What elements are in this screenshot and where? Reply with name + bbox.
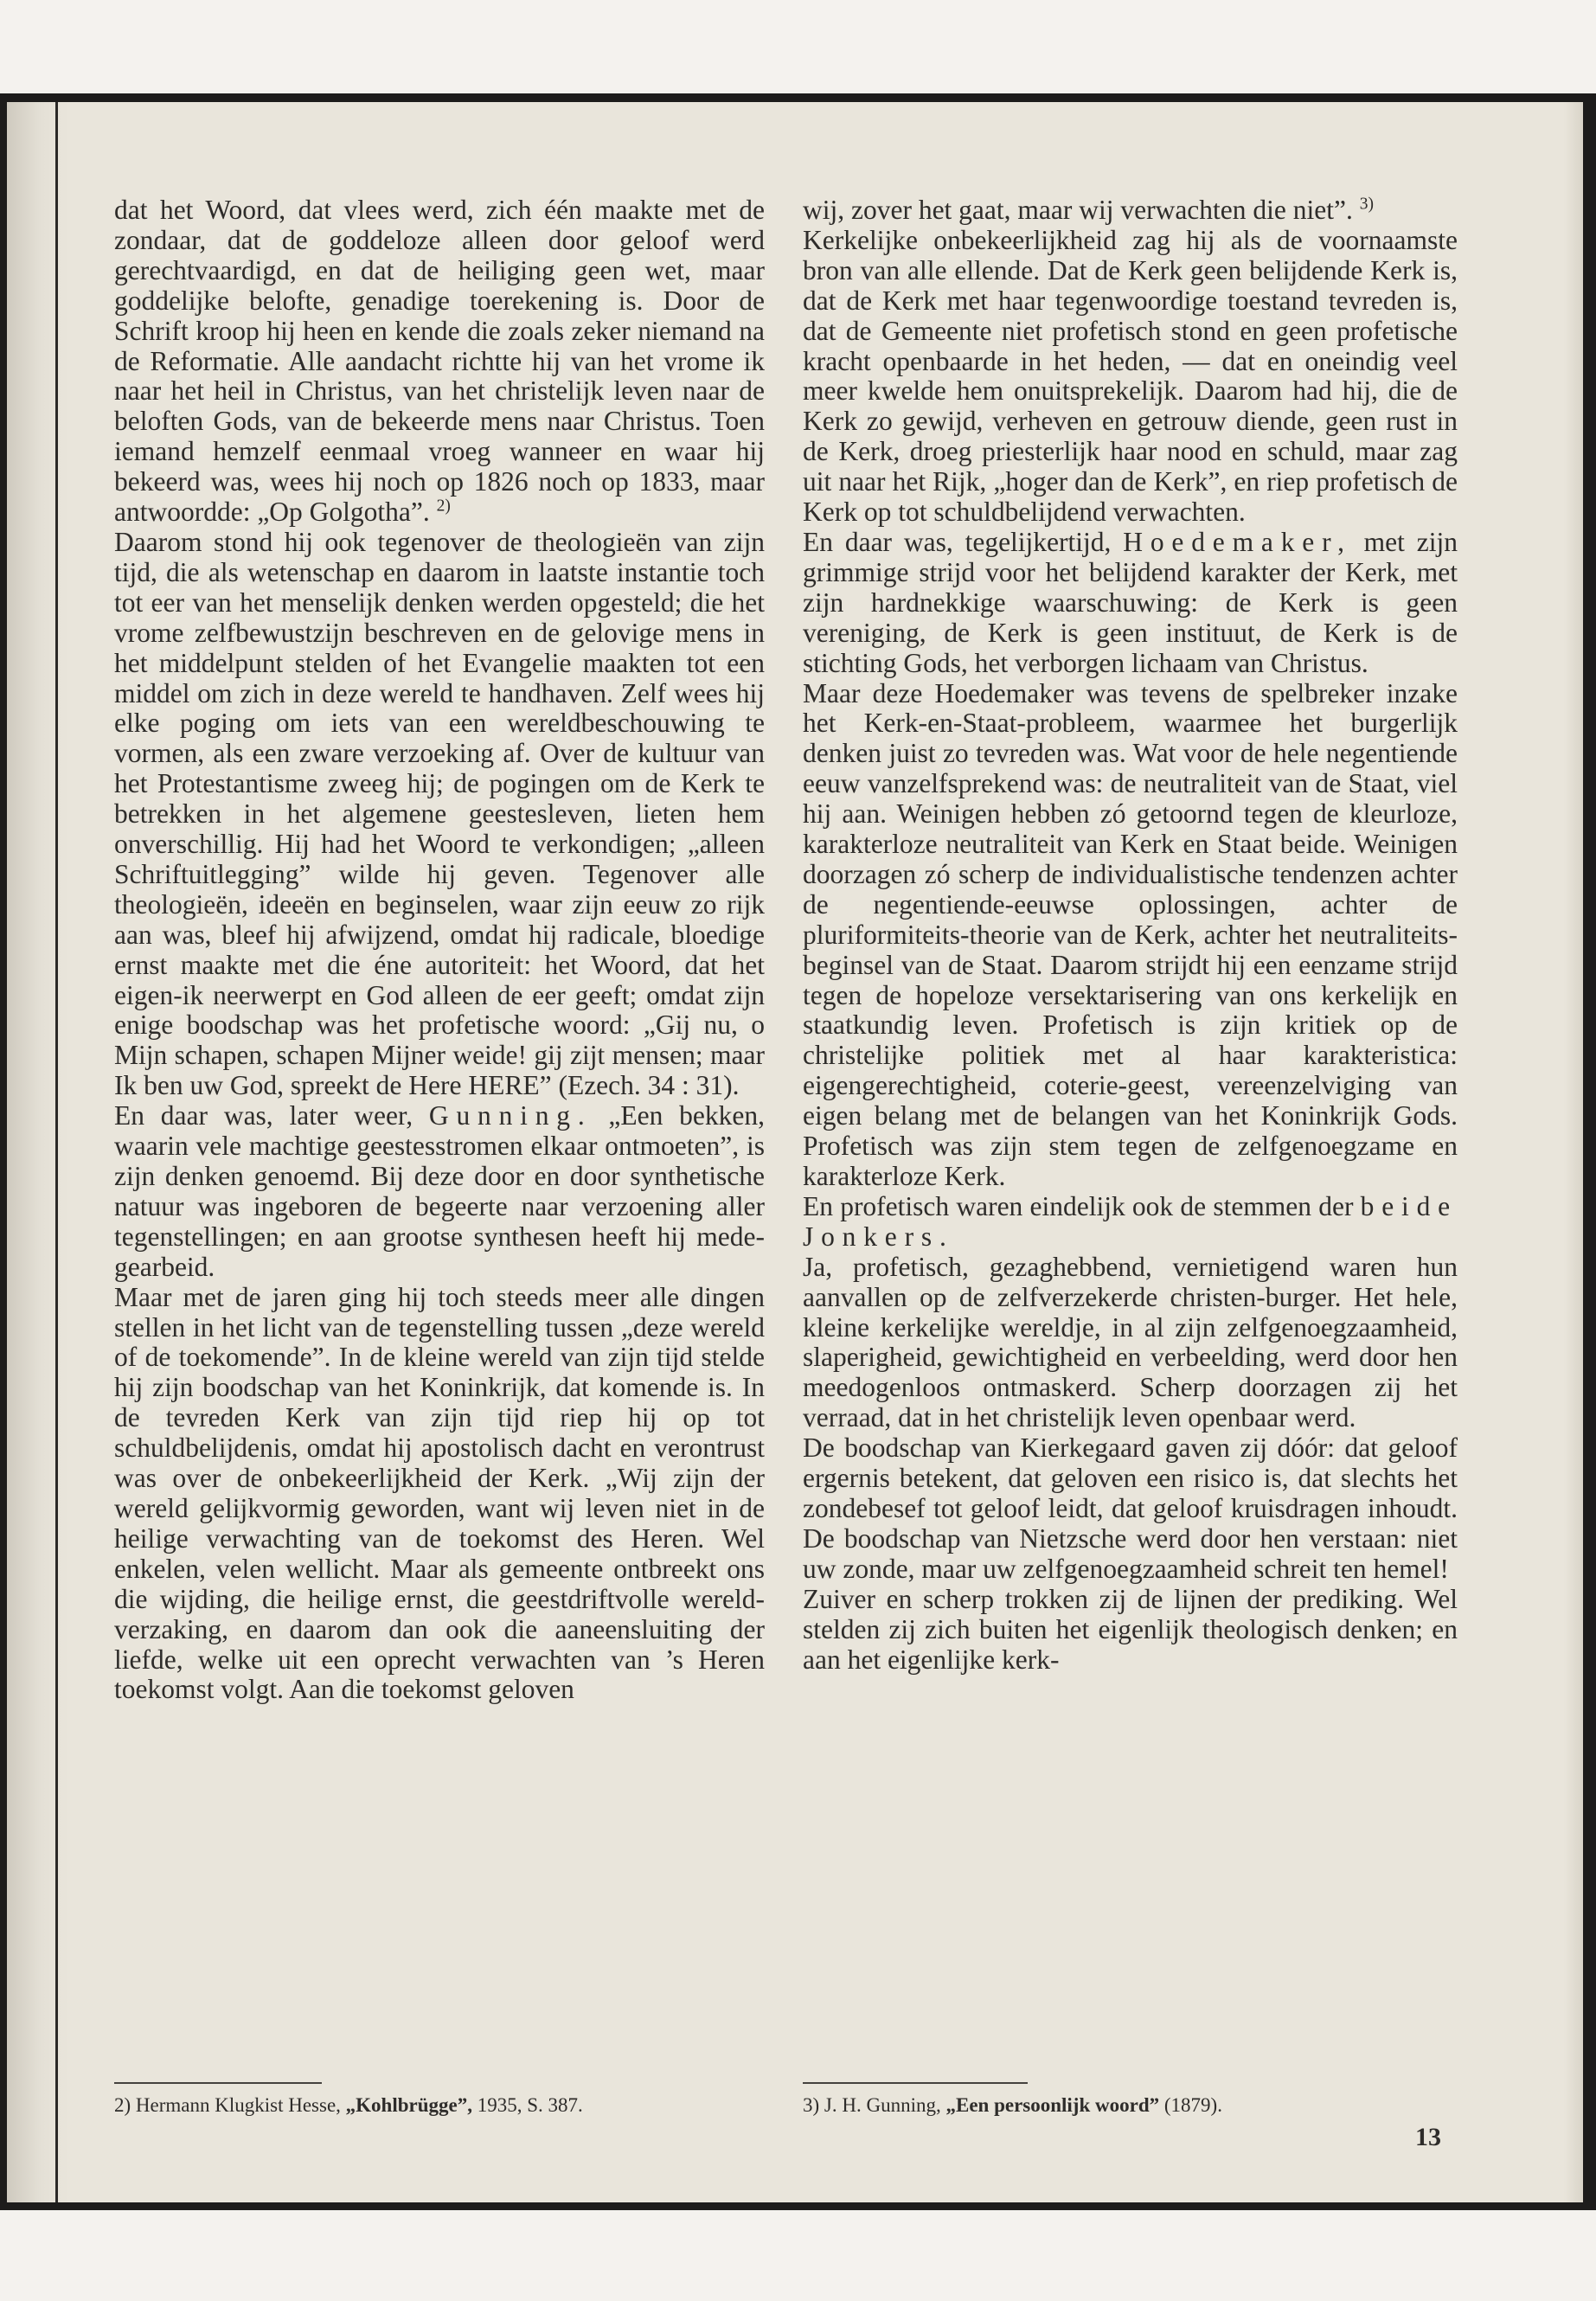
footnote-2-author: Hermann Klugkist Hesse, [135, 2094, 341, 2116]
footnote-3-details: (1879). [1163, 2094, 1222, 2116]
footnote-ref-3: 3) [1359, 195, 1374, 214]
right-paragraph-2: Kerkelijke onbekeerlijkheid zag hij als de voornaamste bron van alle ellende. Dat de Kerk geen belijdende Kerk is, dat de Kerk met haar tegenwoordige toestand tevreden is, dat de Gemeente niet profetisch stond en geen profetische kracht openbaarde in het heden, — dat en oneindig veel meer kwelde hem onuitsprekelijk. Daarom had hij, die de Kerk zo gewijd, verheven en getrouw diende, geen rust in de Kerk, droeg priesterlijk haar nood en schuld, maar zag uit naar het Rijk, „hoger dan de Kerk”, en riep profetisch de Kerk op tot schuldbelijdend verwachten. [803, 224, 1458, 528]
right-paragraph-3 [803, 528, 1458, 679]
left-paragraph-2: Daarom stond hij ook tegenover de theologieën van zijn tijd, die als wetenschap en daarom in laatste instantie toch tot eer van het menselijk denken werden opgesteld; die het vrome zelfbewustzijn beschreven en de gelovige mens in het middelpunt stelden of het Evangelie maakten tot een middel om zich in deze wereld te handhaven. Zelf wees hij elke poging om iets van een wereldbeschouwing te vormen, als een zware verzoeking af. Over de kultuur van het Protestantisme zweeg hij; de pogingen om de Kerk te betrekken in het algemene geestesleven, lieten hem onverschillig. Hij had het Woord te verkondigen; „alleen Schriftuitlegging” wilde hij geven. Tegenover alle theologieën, ideeën en beginselen, waar zijn eeuw zo rijk aan was, bleef hij afwijzend, omdat hij radicale, bloedige ernst maakte met die éne autoriteit: het Woord, dat het eigen-ik neerwerpt en God alleen de eer geeft; omdat zijn enige boodschap was het profetische woord: „Gij nu, o Mijn schapen, schapen Mijner weide! gij zijt mensen; maar Ik ben uw God, spreekt de Here HERE” (Ezech. 34 : 31). [114, 526, 765, 1101]
right-paragraph-3-intro: En daar was, tegelijkertijd, [803, 526, 1112, 557]
right-paragraph-3-text: met zijn grimmige strijd voor het belijdend karakter der Kerk, met zijn hardnekkige waarschuwing: de Kerk is geen vereniging, de Kerk is geen instituut, de Kerk is de stichting Gods, het verborgen lichaam van Christus. [803, 526, 1458, 678]
left-paragraph-1-text: dat het Woord, dat vlees werd, zich één maakte met de zondaar, dat de goddeloze alleen door geloof werd gerechtvaardigd, en dat de heiliging geen wet, maar goddelijke belofte, genadige toerekening is. Door de Schrift kroop hij heen en kende die zoals zeker niemand na de Reformatie. Alle aandacht richtte hij van het vrome ik naar het heil in Christus, van het christelijk leven naar de beloften Gods, van de bekeerde mens naar Christus. Toen iemand hemzelf eenmaal vroeg wanneer en waar hij bekeerd was, wees hij noch op 1826 noch op 1833, maar antwoordde: „Op Golgotha”. [114, 195, 765, 528]
footnote-rule-right [803, 2082, 1028, 2084]
right-paragraph-1 [803, 195, 1458, 226]
footnote-2-details: 1935, S. 387. [477, 2094, 583, 2116]
left-paragraph-3 [114, 1101, 765, 1282]
footnote-3-number: 3) [803, 2094, 820, 2116]
right-paragraph-1-text: wij, zover het gaat, maar wij verwachten die niet”. [803, 195, 1353, 225]
left-paragraph-3-text: „Een bekken, waarin vele machtige geestesstromen elkaar ontmoeten”, is zijn denken genoemd. Bij deze door en door synthetische natuur was ingeboren de begeerte naar verzoening aller tegenstellingen; en aan grootse synthesen heeft hij mede-gearbeid. [114, 1100, 765, 1282]
footnote-3-author: J. H. Gunning, [824, 2094, 941, 2116]
left-paragraph-3-intro: En daar was, later weer, [114, 1100, 413, 1131]
footnote-3 [803, 2093, 1222, 2118]
footnote-ref-2: 2) [436, 497, 451, 516]
right-paragraph-5 [803, 1192, 1458, 1253]
page-number: 13 [1415, 2123, 1441, 2151]
right-paragraph-8: Zuiver en scherp trokken zij de lijnen der prediking. Wel stelden zij zich buiten het eigenlijk theologisch denken; en aan het eigenlijke kerk- [803, 1583, 1458, 1675]
name-gunning: Gunning. [428, 1100, 593, 1131]
right-paragraph-6: Ja, profetisch, gezaghebbend, vernietigend waren hun aanvallen op de zelfverzekerde christen-burger. Het hele, kleine kerkelijke wereldje, in al zijn zelfgenoegzaamheid, slaperigheid, gewichtigheid en verbeelding, werd door hen meedogenloos ontmaskerd. Scherp doorzagen zij het verraad, dat in het christelijk leven openbaar werd. [803, 1251, 1458, 1433]
footnote-2-title: „Kohlbrügge”, [345, 2094, 472, 2116]
footnote-2-number: 2) [114, 2094, 131, 2116]
right-paragraph-5-text: En profetisch waren eindelijk ook de stemmen der [803, 1190, 1354, 1221]
left-paragraph-4: Maar met de jaren ging hij toch steeds meer alle dingen stellen in het licht van de tegenstelling tussen „deze wereld of de toekomende”. In de kleine wereld van zijn tijd stelde hij zijn boodschap van het Koninkrijk, dat komende is. In de tevreden Kerk van zijn tijd riep hij op tot schuldbelijdenis, omdat hij apostolisch dacht en verontrust was over de onbekeerlijkheid der Kerk. „Wij zijn der wereld gelijkvormig geworden, want wij leven niet in de heilige verwachting van de toekomst des Heren. Wel enkelen, velen wellicht. Maar als gemeente ontbreekt ons die wijding, die heilige ernst, die geestdriftvolle wereld-verzaking, en daarom dan ook die aaneensluiting der liefde, welke uit een oprecht verwachten van ’s Heren toekomst volgt. Aan die toekomst geloven [114, 1281, 765, 1705]
right-column [803, 195, 1458, 1675]
left-column [114, 195, 765, 1705]
right-paragraph-7: De boodschap van Kierkegaard gaven zij dóór: dat geloof ergernis betekent, dat geloven een risico is, dat slechts het zondebesef tot geloof leidt, dat geloof kruisdragen inhoudt. De boodschap van Nietzsche werd door hen verstaan: niet uw zonde, maar uw zelfgenoegzaamheid schreit ten hemel! [803, 1433, 1458, 1584]
page-edge-shadow [1564, 102, 1583, 2202]
footnote-2 [114, 2093, 583, 2118]
footnote-rule-left [114, 2082, 322, 2084]
page-spine-shadow [7, 102, 69, 2202]
name-hoedemaker: Hoedemaker, [1123, 526, 1352, 557]
footnote-3-title: „Een persoonlijk woord” [945, 2094, 1160, 2116]
left-paragraph-1 [114, 195, 765, 528]
right-paragraph-4: Maar deze Hoedemaker was tevens de spelbreker inzake het Kerk-en-Staat-probleem, waarmee het burgerlijk denken juist zo tevreden was. Wat voor de hele negentiende eeuw vanzelfsprekend was: de neutraliteit van de Staat, viel hij aan. Weinigen hebben zó getoornd tegen de kleurloze, karakterloze neutraliteit van Kerk en Staat beide. Weinigen doorzagen zó scherp de individualistische tendenzen achter de negentiende-eeuwse oplossingen, achter de pluriformiteits-theorie van de Kerk, achter het neutraliteits-beginsel van de Staat. Daarom strijdt hij een eenzame strijd tegen de hopeloze versektarisering van ons kerkelijk en staatkundig leven. Profetisch is zijn kritiek op de christelijke politiek met al haar karakteristica: eigengerechtigheid, coterie-geest, vereenzelviging van eigen belang met de belangen van het Koninkrijk Gods. Profetisch was zijn stem tegen de zelfgenoegzame en karakterloze Kerk. [803, 677, 1458, 1191]
name-jonkers: beide Jonkers. [803, 1190, 1458, 1252]
spine-line [55, 102, 58, 2202]
